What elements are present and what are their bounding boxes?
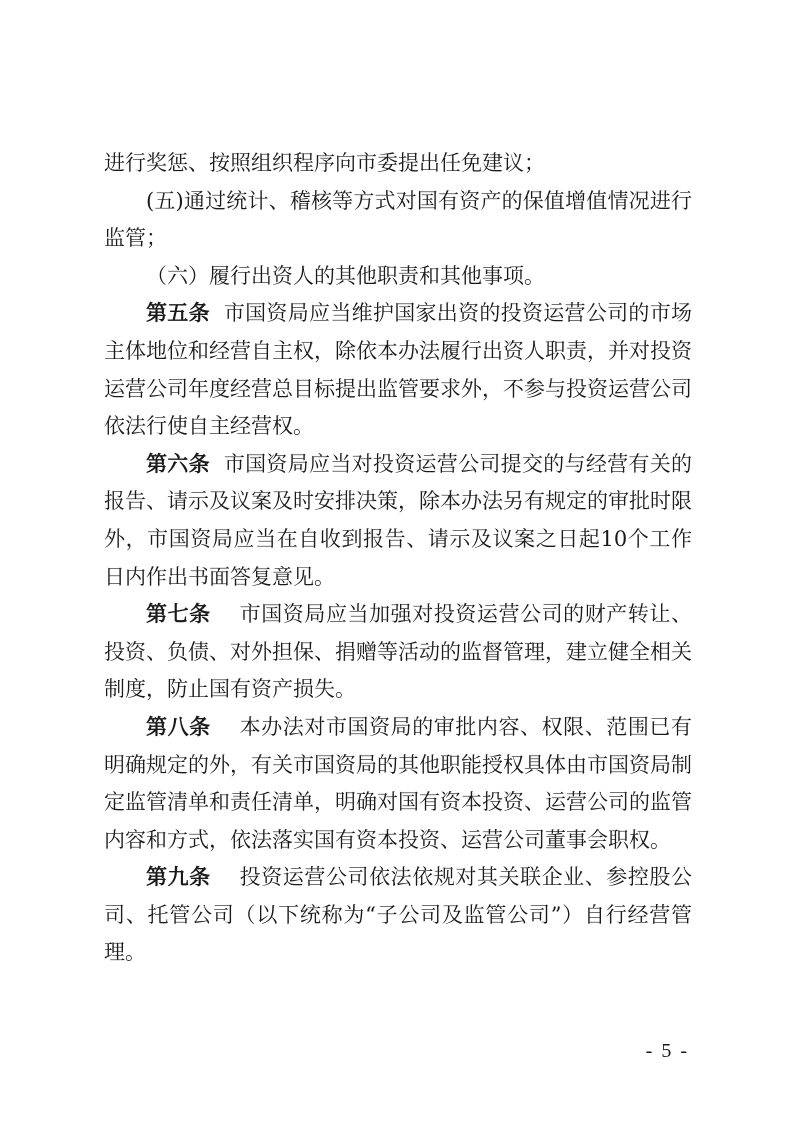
paragraph-text: (五)通过统计、稽核等方式对国有资产的保值增值情况进行监管； [104,188,692,251]
article-label: 第六条 [146,451,210,476]
document-body [104,145,692,972]
page-number: - 5 - [645,1040,689,1062]
paragraph-item-6 [104,258,692,296]
article-label: 第九条 [146,865,211,890]
article-label: 第五条 [146,301,210,326]
article-text: 市国资局应当加强对投资运营公司的财产转让、投资、负债、对外担保、捐赠等活动的监督管理，建立健全相关制度，防止国有资产损失。 [104,602,693,702]
article-text: 投资运营公司依法依规对其关联企业、参控股公司、托管公司（以下统称为“子公司及监管公司”）自行经营管理。 [104,865,693,965]
article-label: 第七条 [146,602,211,627]
article-text: 市国资局应当对投资运营公司提交的与经营有关的报告、请示及议案及时安排决策，除本办法另有规定的审批时限外，市国资局应当在自收到报告、请示及议案之日起10个工作日内作出书面答复意见。 [104,451,693,589]
paragraph-text: （六）履行出资人的其他职责和其他事项。 [146,263,545,288]
article-9 [104,859,692,972]
article-text: 市国资局应当维护国家出资的投资运营公司的市场主体地位和经营自主权，除依本办法履行出资人职责，并对投资运营公司年度经营总目标提出监管要求外，不参与投资运营公司依法行使自主经营权。 [104,301,693,439]
paragraph-text: 进行奖惩、按照组织程序向市委提出任免建议； [104,151,545,175]
article-6 [104,446,692,596]
paragraph-item-5 [104,183,692,258]
article-5 [104,295,692,445]
paragraph-continuation [104,145,692,183]
article-label: 第八条 [146,714,211,739]
article-7 [104,596,692,709]
article-8 [104,709,692,859]
article-text: 本办法对市国资局的审批内容、权限、范围已有明确规定的外，有关市国资局的其他职能授权具体由市国资局制定监管清单和责任清单，明确对国有资本投资、运营公司的监管内容和方式，依法落实国有资本投资、运营公司董事会职权。 [104,714,693,852]
